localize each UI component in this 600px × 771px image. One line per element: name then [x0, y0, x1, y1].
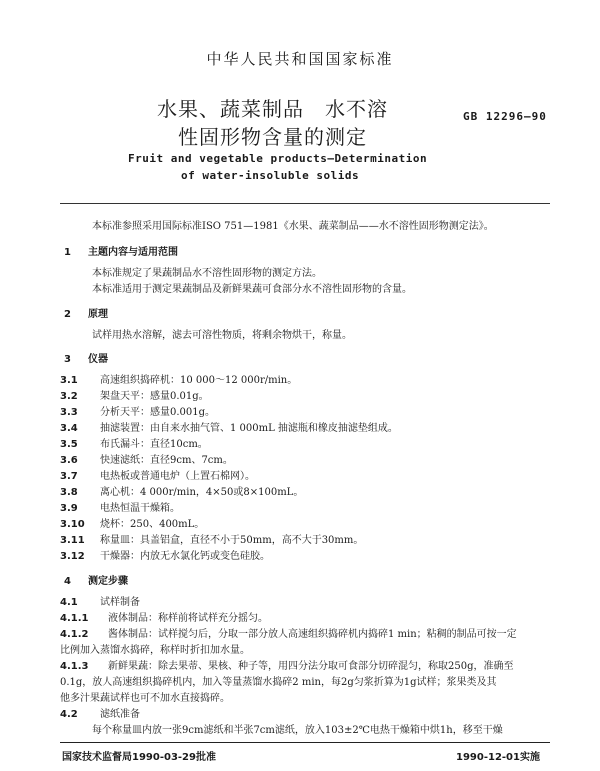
section-4-title: 测定步骤: [88, 576, 128, 587]
item-number: 3.6: [60, 455, 78, 466]
title-en-line1: Fruit and vegetable products—Determination: [128, 152, 428, 165]
item-text: 烧杯：250、400mL。: [100, 519, 205, 530]
item-number: 3.4: [60, 423, 78, 434]
item-text: 抽滤装置：由自来水抽气管、1 000mL 抽滤瓶和橡皮抽滤垫组成。: [100, 423, 398, 434]
item-text: 称量皿：具盖铝盒，直径不小于50mm，高不大于30mm。: [100, 535, 364, 546]
clause-4-1-3-line-1: 新鲜果蔬：除去果蒂、果核、种子等，用四分法分取可食部分切碎混匀，称取250g，准确至: [108, 661, 514, 672]
item-number: 3.10: [60, 519, 85, 530]
item-text: 干燥器：内放无水氯化钙或变色硅胶。: [100, 551, 270, 562]
title-zh-line1: 水果、蔬菜制品 水不溶: [157, 97, 388, 121]
title-en-line2: of water-insoluble solids: [181, 169, 360, 182]
item-text: 电热恒温干燥箱。: [100, 503, 180, 514]
item-number: 3.11: [60, 535, 85, 546]
section-3-title: 仪器: [88, 354, 108, 365]
title-zh-line2: 性固形物含量的测定: [178, 125, 367, 149]
subsection-4-2-para: 每个称量皿内放一张9cm滤纸和半张7cm滤纸，放入103±2℃电热干燥箱中烘1h，移至干燥: [92, 725, 503, 736]
item-text: 高速组织捣碎机：10 000～12 000r/min。: [100, 375, 298, 386]
implementation-date: 1990-12-01实施: [456, 752, 540, 763]
subsection-4-1-number: 4.1: [60, 597, 78, 608]
item-text: 架盘天平：感量0.01g。: [100, 391, 209, 402]
bottom-divider: [60, 742, 550, 743]
section-1-number: 1: [64, 247, 71, 258]
clause-4-1-3-line-3: 他多汁果蔬试样也可不加水直接捣碎。: [60, 693, 230, 704]
item-number: 3.1: [60, 375, 78, 386]
clause-4-1-2-line-2: 比例加入蒸馏水捣碎，称样时折扣加水量。: [60, 645, 250, 656]
subsection-4-2-title: 滤纸准备: [100, 709, 140, 720]
section-1-para-2: 本标准适用于测定果蔬制品及新鲜果蔬可食部分水不溶性固形物的含量。: [92, 284, 412, 295]
clause-4-1-2-line-1: 酱体制品：试样搅匀后，分取一部分放人高速组织捣碎机内捣碎1 min；粘稠的制品可按一定: [108, 629, 517, 640]
item-number: 3.8: [60, 487, 78, 498]
item-number: 3.3: [60, 407, 78, 418]
section-4-number: 4: [64, 576, 71, 587]
clause-4-1-1-number: 4.1.1: [60, 613, 89, 624]
item-number: 3.5: [60, 439, 78, 450]
section-1-para-1: 本标准规定了果蔬制品水不溶性固形物的测定方法。: [92, 268, 322, 279]
section-2-number: 2: [64, 309, 71, 320]
item-text: 布氏漏斗：直径10cm。: [100, 439, 208, 450]
top-divider: [60, 203, 550, 204]
clause-4-1-3-line-2: 0.1g，放人高速组织捣碎机内，加入等量蒸馏水捣碎2 min，每2g匀浆折算为1g试样；浆果类及其: [60, 677, 497, 688]
item-text: 离心机：4 000r/min，4×50或8×100mL。: [100, 487, 304, 498]
item-number: 3.12: [60, 551, 85, 562]
clause-4-1-3-number: 4.1.3: [60, 661, 89, 672]
section-2-para-1: 试样用热水溶解，滤去可溶性物质，将剩余物烘干，称量。: [92, 330, 352, 341]
item-number: 3.2: [60, 391, 78, 402]
approval-date: 国家技术监督局1990-03-29批准: [62, 752, 216, 763]
section-3-number: 3: [64, 354, 71, 365]
item-text: 电热板或普通电炉（上置石棉网）。: [100, 471, 255, 482]
intro-paragraph: 本标准参照采用国际标准ISO 751—1981《水果、蔬菜制品——水不溶性固形物测定法》。: [92, 221, 494, 232]
item-number: 3.9: [60, 503, 78, 514]
item-text: 分析天平：感量0.001g。: [100, 407, 216, 418]
clause-4-1-1-text: 液体制品：称样前将试样充分摇匀。: [108, 613, 268, 624]
item-text: 快速滤纸：直径9cm、7cm。: [100, 455, 233, 466]
issuer-header: 中华人民共和国国家标准: [206, 50, 394, 68]
section-1-title: 主题内容与适用范围: [88, 247, 178, 258]
section-2-title: 原理: [88, 309, 108, 320]
subsection-4-1-title: 试样制备: [100, 597, 140, 608]
standard-number: GB 12296—90: [463, 110, 547, 123]
clause-4-1-2-number: 4.1.2: [60, 629, 89, 640]
subsection-4-2-number: 4.2: [60, 709, 78, 720]
item-number: 3.7: [60, 471, 78, 482]
